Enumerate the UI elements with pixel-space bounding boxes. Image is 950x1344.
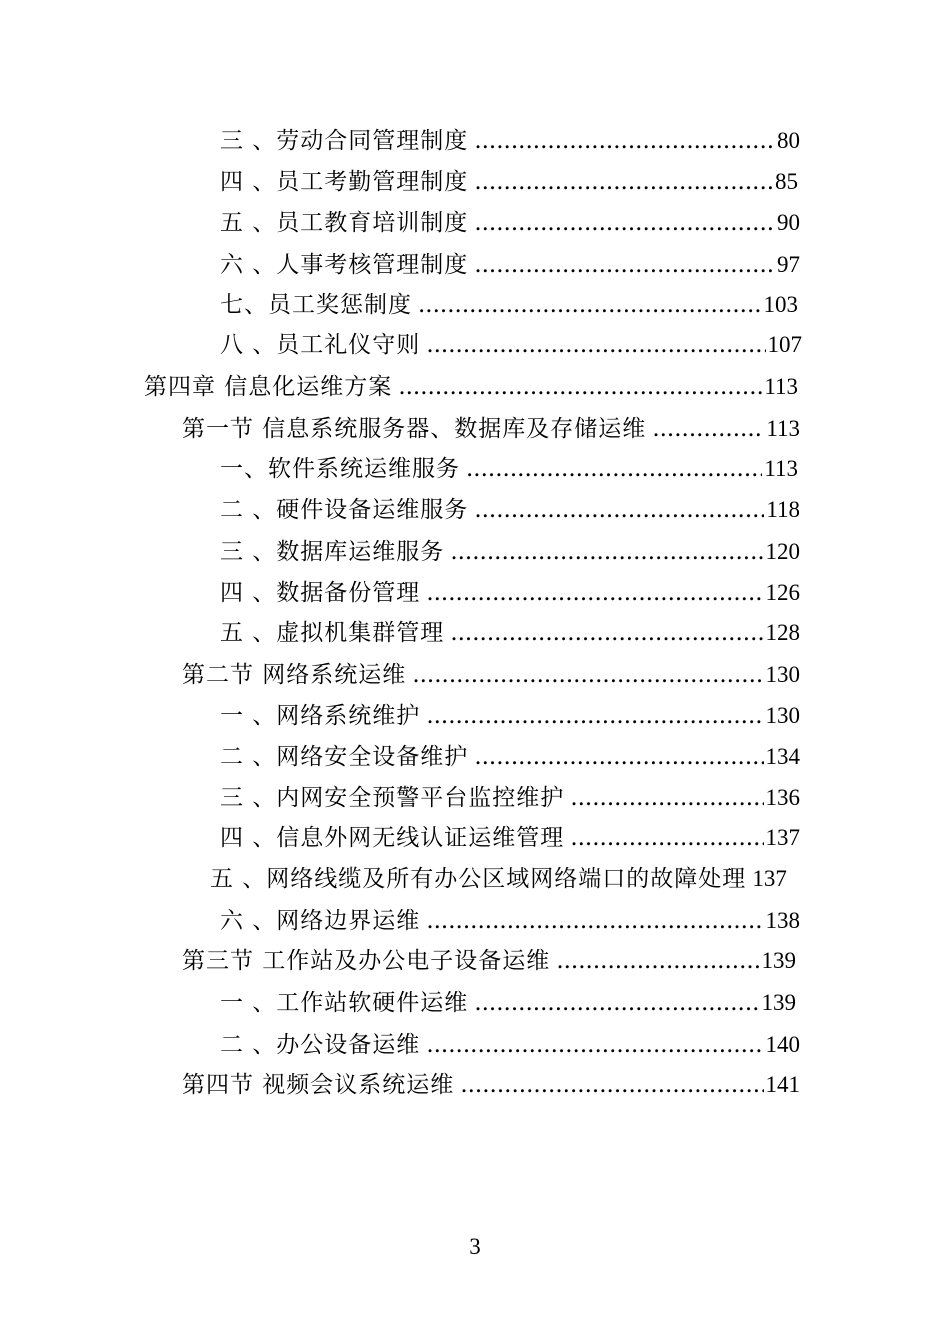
- toc-entry-title: 二 、网络安全设备维护: [220, 744, 469, 770]
- toc-entry[interactable]: [220, 330, 802, 360]
- toc-entry[interactable]: [220, 290, 798, 320]
- toc-entry[interactable]: [220, 618, 800, 648]
- toc-entry-page: 113: [764, 456, 798, 481]
- toc-entry-page: 103: [763, 292, 798, 317]
- toc-entry[interactable]: [220, 742, 800, 772]
- toc-entry-page: 137: [752, 866, 787, 891]
- toc-entry[interactable]: [220, 578, 800, 608]
- toc-entry-title: 三 、数据库运维服务: [220, 539, 445, 565]
- toc-leader-dots: [474, 126, 775, 156]
- toc-leader-dots: [474, 988, 759, 1018]
- toc-entry-page: 140: [765, 1032, 800, 1057]
- toc-leader-dots: [570, 783, 763, 813]
- toc-entry[interactable]: [220, 250, 800, 280]
- toc-entry-title: 一 、网络系统维护: [220, 703, 421, 729]
- toc-entry-title: 五 、虚拟机集群管理: [220, 620, 445, 646]
- toc-entry-title: 三 、劳动合同管理制度: [220, 128, 469, 154]
- toc-entry-page: 113: [764, 374, 798, 399]
- toc-entry-title: 七、员工奖惩制度: [220, 292, 412, 318]
- toc-leader-dots: [570, 823, 763, 853]
- toc-entry-title: 五 、员工教育培训制度: [220, 210, 469, 236]
- toc-entry[interactable]: [220, 537, 800, 567]
- toc-entry[interactable]: [220, 495, 800, 525]
- toc-entry-title: 二 、办公设备运维: [220, 1032, 421, 1058]
- toc-leader-dots: [418, 290, 762, 320]
- toc-entry-page: 126: [765, 580, 800, 605]
- toc-entry-title: 第二节 网络系统运维: [182, 662, 407, 688]
- toc-leader-dots: [466, 454, 762, 484]
- toc-entry[interactable]: [220, 906, 800, 936]
- toc-leader-dots: [460, 1070, 763, 1100]
- toc-entry-page: 130: [765, 662, 800, 687]
- toc-entry-page: 139: [761, 948, 796, 973]
- toc-section-entry[interactable]: [182, 660, 800, 690]
- toc-entry-title: 三 、内网安全预警平台监控维护: [220, 785, 565, 811]
- toc-entry[interactable]: [220, 783, 800, 813]
- toc-entry-title: 八 、员工礼仪守则: [220, 332, 421, 358]
- toc-entry-title: 一、软件系统运维服务: [220, 456, 460, 482]
- toc-entry-title: 第一节 信息系统服务器、数据库及存储运维: [182, 416, 647, 442]
- toc-leader-dots: [426, 906, 763, 936]
- toc-leader-dots: [474, 208, 775, 238]
- toc-leader-dots: [450, 618, 763, 648]
- toc-entry[interactable]: [220, 1030, 800, 1060]
- toc-leader-dots: [652, 414, 764, 444]
- toc-entry-page: 118: [766, 497, 800, 522]
- toc-entry-title: 二 、硬件设备运维服务: [220, 497, 469, 523]
- toc-entry-title: 四 、信息外网无线认证运维管理: [220, 825, 565, 851]
- toc-leader-dots: [412, 660, 763, 690]
- toc-entry-title: 第三节 工作站及办公电子设备运维: [182, 948, 551, 974]
- toc-entry-page: 85: [775, 169, 798, 194]
- toc-section-entry[interactable]: [182, 414, 800, 444]
- toc-leader-dots: [474, 495, 764, 525]
- toc-section-entry[interactable]: [182, 1070, 800, 1100]
- toc-entry-title: 四 、员工考勤管理制度: [220, 169, 469, 195]
- toc-entry-page: 139: [761, 990, 796, 1015]
- toc-entry-title: 四 、数据备份管理: [220, 580, 421, 606]
- toc-entry[interactable]: [220, 454, 798, 484]
- toc-entry-title: 六 、网络边界运维: [220, 908, 421, 934]
- toc-entry-title: 五 、网络线缆及所有办公区域网络端口的故障处理: [210, 866, 747, 892]
- toc-entry-page: 90: [777, 210, 800, 235]
- toc-entry-page: 141: [765, 1072, 800, 1097]
- toc-entry-page: 128: [765, 620, 800, 645]
- toc-leader-dots: [426, 330, 765, 360]
- toc-entry[interactable]: [220, 823, 800, 853]
- toc-leader-dots: [474, 167, 773, 197]
- toc-leader-dots: [474, 742, 763, 772]
- toc-entry[interactable]: [210, 864, 822, 894]
- toc-leader-dots: [474, 250, 775, 280]
- toc-chapter-entry[interactable]: [144, 372, 798, 402]
- toc-leader-dots: [426, 578, 763, 608]
- toc-entry-page: 137: [765, 825, 800, 850]
- toc-entry-title: 第四节 视频会议系统运维: [182, 1072, 455, 1098]
- toc-entry-page: 80: [777, 128, 800, 153]
- toc-section-entry[interactable]: [182, 946, 796, 976]
- page-number: 3: [469, 1234, 481, 1259]
- toc-leader-dots: [450, 537, 763, 567]
- toc-entry-page: 97: [777, 252, 800, 277]
- toc-entry-title: 一 、工作站软硬件运维: [220, 990, 469, 1016]
- toc-leader-dots: [426, 701, 763, 731]
- toc-entry-page: 138: [765, 908, 800, 933]
- toc-entry[interactable]: [220, 167, 798, 197]
- toc-entry-title: 六 、人事考核管理制度: [220, 252, 469, 278]
- toc-entry-page: 120: [765, 539, 800, 564]
- toc-entry[interactable]: [220, 988, 796, 1018]
- toc-entry-page: 136: [765, 785, 800, 810]
- toc-entry-title: 第四章 信息化运维方案: [144, 374, 393, 400]
- toc-leader-dots: [398, 372, 762, 402]
- toc-leader-dots: [426, 1030, 763, 1060]
- toc-entry[interactable]: [220, 208, 800, 238]
- toc-entry[interactable]: [220, 701, 800, 731]
- toc-entry-page: 107: [767, 332, 802, 357]
- toc-entry-page: 113: [766, 416, 800, 441]
- toc-leader-dots: [556, 946, 759, 976]
- toc-entry-page: 134: [765, 744, 800, 769]
- toc-entry-page: 130: [765, 703, 800, 728]
- toc-entry[interactable]: [220, 126, 800, 156]
